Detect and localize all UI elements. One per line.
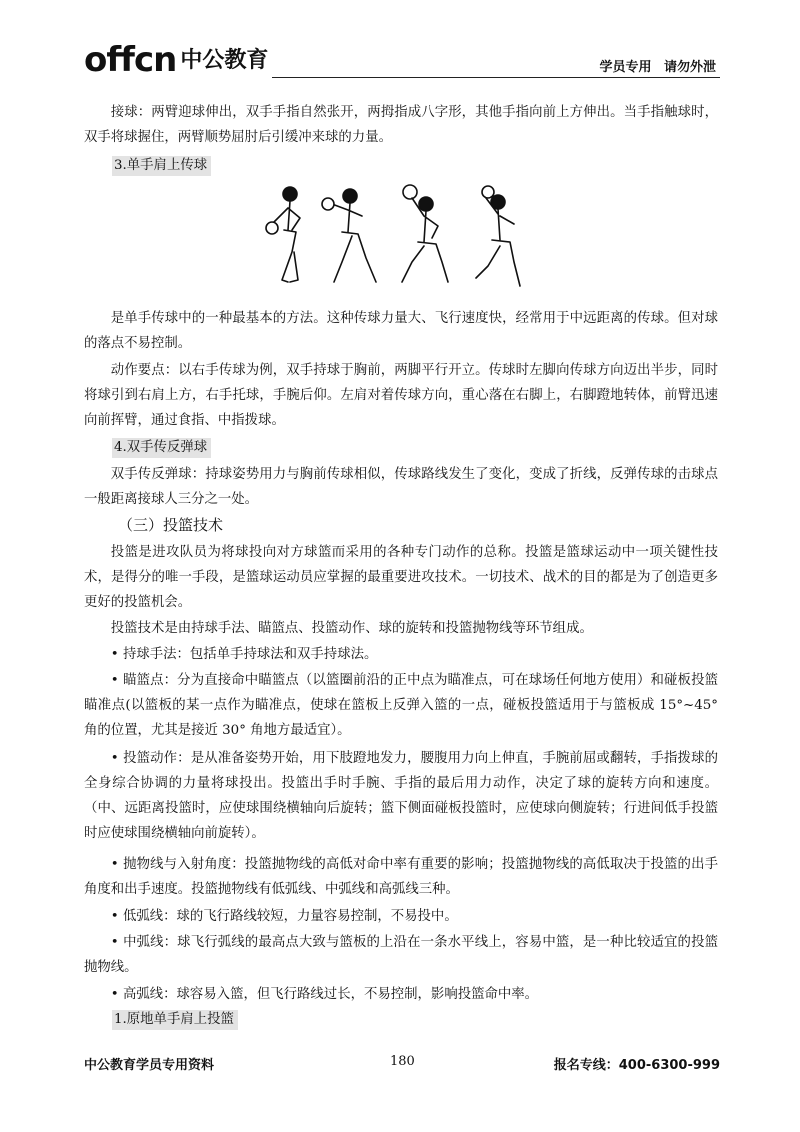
paragraph-pass-key-points: 动作要点：以右手传球为例，双手持球于胸前，两脚平行开立。传球时左脚向传球方向迈出半步，同时将球引到右肩上方，右手托球，手腕后仰。左肩对着传球方向，重心落在右脚上，右脚蹬地转体，前臂迅速向前挥臂，通过食指、中指拨球。 [84, 363, 718, 428]
player-figure-1 [266, 187, 300, 282]
bullet-ball-holding: • 持球手法：包括单手持球法和双手持球法。 [110, 647, 378, 662]
paragraph-shooting-components: 投篮技术是由持球手法、瞄篮点、投篮动作、球的旋转和投篮抛物线等环节组成。 [110, 621, 593, 636]
bullet-middle-arc: • 中弧线：球飞行弧线的最高点大致与篮板的上沿在一条水平线上，容易中篮，是一种比较适宜的投篮抛物线。 [84, 935, 718, 975]
player-figure-2 [322, 189, 376, 282]
header-rule [272, 77, 720, 78]
paragraph-catching: 接球：两臂迎球伸出，双手手指自然张开，两拇指成八字形，其他手指向前上方伸出。当手指触球时，双手将球握住，两臂顺势屈肘后引缓冲来球的力量。 [84, 105, 718, 145]
subheading-bounce-pass: 4.双手传反弹球 [112, 438, 211, 458]
player-figure-3 [402, 185, 448, 282]
bullet-shooting-action: • 投篮动作：是从准备姿势开始，用下肢蹬地发力，腰腹用力向上伸直，手腕前屈或翻转，手指拨球的全身综合协调的力量将球投出。投篮出手时手腕、手指的最后用力动作，决定了球的旋转方向和速度。（中、远距离投篮时，应使球围绕横轴向后旋转；篮下侧面碰板投篮时，应使球向侧旋转；行进间低手投篮时应使球围绕横轴向前旋转）。 [84, 751, 718, 841]
footer-hotline: 报名专线：400-6300-999 [553, 1058, 720, 1073]
page-header [84, 36, 720, 80]
logo-cn-text: 中公教育 [180, 48, 269, 73]
bullet-aiming-point: • 瞄篮点：分为直接命中瞄篮点（以篮圈前沿的正中点为瞄准点，可在球场任何地方使用）和碰板投篮瞄准点(以篮板的某一点作为瞄准点，使球在篮板上反弹入篮的一点，碰板投篮适用于与篮板成 15°~45° 角的位置，尤其是接近 30° 角地方最适宜）。 [84, 673, 718, 738]
paragraph-bounce-pass: 双手传反弹球：持球姿势用力与胸前传球相似，传球路线发生了变化，变成了折线，反弹传球的击球点一般距离接球人三分之一处。 [84, 467, 718, 507]
bullet-low-arc: • 低弧线：球的飞行路线较短，力量容易控制，不易投中。 [110, 909, 458, 924]
paragraph-shooting-intro: 投篮是进攻队员为将球投向对方球篮而采用的各种专门动作的总称。投篮是篮球运动中一项关键性技术，是得分的唯一手段，是篮球运动员应掌握的最重要进攻技术。一切技术、战术的目的都是为了创造更多更好的投篮机会。 [84, 545, 718, 610]
header-notice: 学员专用 请勿外泄 [599, 60, 716, 75]
subheading-one-hand-shoulder-pass: 3.单手肩上传球 [112, 156, 211, 176]
page-number: 180 [390, 1054, 415, 1069]
paragraph-pass-description: 是单手传球中的一种最基本的方法。这种传球力量大、飞行速度快，经常用于中远距离的传球。但对球的落点不易控制。 [84, 311, 718, 351]
bullet-high-arc: • 高弧线：球容易入篮，但飞行路线过长，不易控制，影响投篮命中率。 [110, 987, 539, 1002]
player-figure-4 [476, 186, 520, 286]
bullet-arc-angle: • 抛物线与入射角度：投篮抛物线的高低对命中率有重要的影响；投篮抛物线的高低取决于投篮的出手角度和出手速度。投篮抛物线有低弧线、中弧线和高弧线三种。 [84, 857, 718, 897]
logo-text: offcn [84, 40, 177, 80]
footer-left-text: 中公教育学员专用资料 [84, 1058, 215, 1073]
section-heading-shooting: （三）投篮技术 [118, 516, 224, 534]
offcn-logo [84, 36, 268, 80]
pass-illustration [262, 182, 540, 300]
subheading-one-hand-set-shot: 1.原地单手肩上投篮 [112, 1010, 238, 1030]
